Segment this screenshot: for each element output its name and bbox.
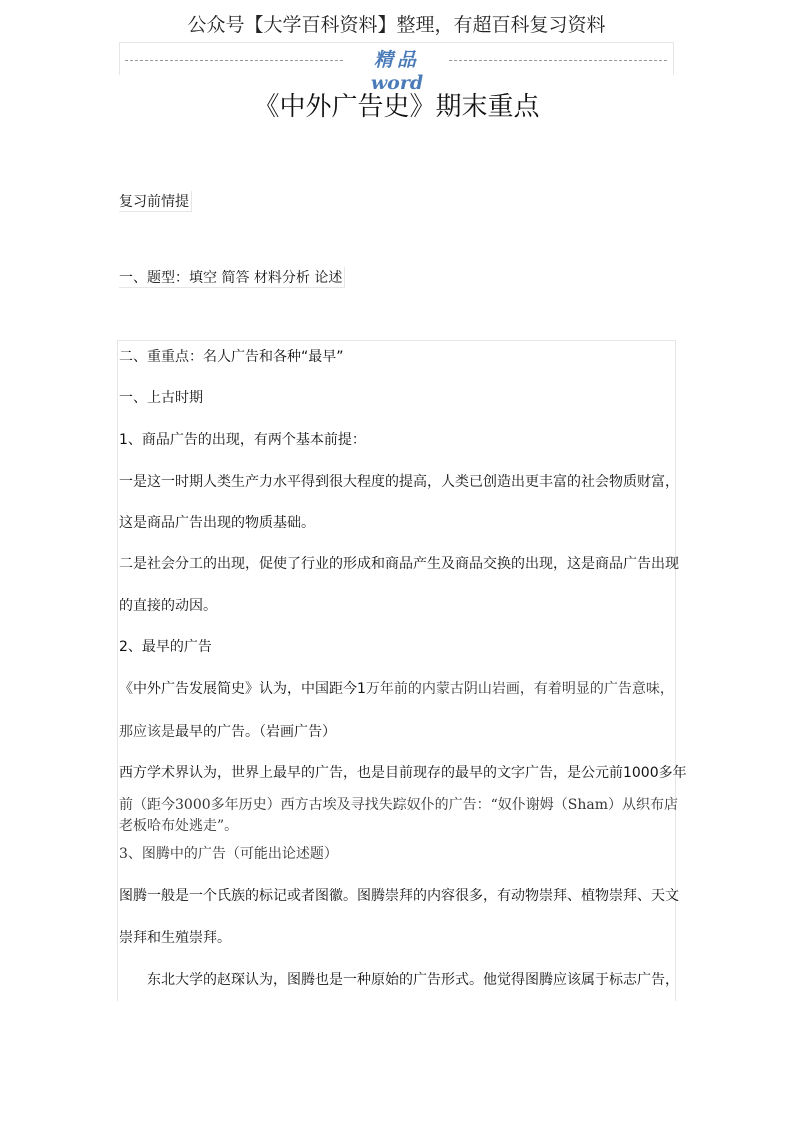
body-line-9: 《中外广告发展简史》认为，中国距今1万年前的内蒙古阴山岩画，有着明显的广告意味， (119, 681, 674, 697)
body-line-13: 老板哈布处逃走”。 (119, 818, 239, 834)
body-line-5: 这是商品广告出现的物质基础。 (119, 515, 315, 531)
header-dashed-rule-right (449, 60, 667, 61)
header-right-edge (673, 43, 674, 75)
body-line-4: 一是这一时期人类生产力水平得到很大程度的提高，人类已创造出更丰富的社会物质财富， (119, 474, 679, 490)
body-line-1: 二、重重点：名人广告和各种“最早” (119, 349, 344, 365)
watermark-banner: 公众号【大学百科资料】整理，有超百科复习资料 (187, 14, 606, 36)
body-line-7: 的直接的动因。 (119, 598, 217, 614)
document-title: 《中外广告史》期末重点 (253, 92, 540, 122)
review-heading: 复习前情提 (119, 191, 192, 212)
page-header-band (119, 42, 674, 94)
body-line-11: 西方学术界认为，世界上最早的广告，也是目前现存的最早的文字广告，是公元前1000多年 (119, 765, 687, 781)
body-line-10: 那应该是最早的广告。（岩画广告） (119, 724, 336, 740)
body-line-6: 二是社会分工的出现，促使了行业的形成和商品产生及商品交换的出现，这是商品广告出现 (119, 556, 679, 572)
body-line-17: 东北大学的赵琛认为，图腾也是一种原始的广告形式。他觉得图腾应该属于标志广告， (147, 972, 679, 988)
body-line-15: 图腾一般是一个氏族的标记或者图徽。图腾崇拜的内容很多，有动物崇拜、植物崇拜、天文 (119, 888, 679, 904)
body-line-16: 崇拜和生殖崇拜。 (119, 930, 231, 946)
question-types: 一、题型：填空 简答 材料分析 论述 (119, 267, 345, 288)
section-heading-earliest-ad: 2、最早的广告 (119, 639, 212, 655)
header-left-edge (119, 43, 120, 75)
body-line-12: 前（距今3000多年历史）西方古埃及寻找失踪奴仆的广告：“奴仆谢姆（Sham）从织布店 (119, 797, 679, 813)
body-line-3: 1、商品广告的出现，有两个基本前提： (119, 432, 366, 448)
section-heading-totem: 3、图腾中的广告（可能出论述题） (119, 846, 338, 862)
header-dashed-rule-left (125, 60, 343, 61)
brand-logo: 精品word (370, 49, 424, 94)
section-heading-ancient: 一、上古时期 (119, 390, 203, 406)
